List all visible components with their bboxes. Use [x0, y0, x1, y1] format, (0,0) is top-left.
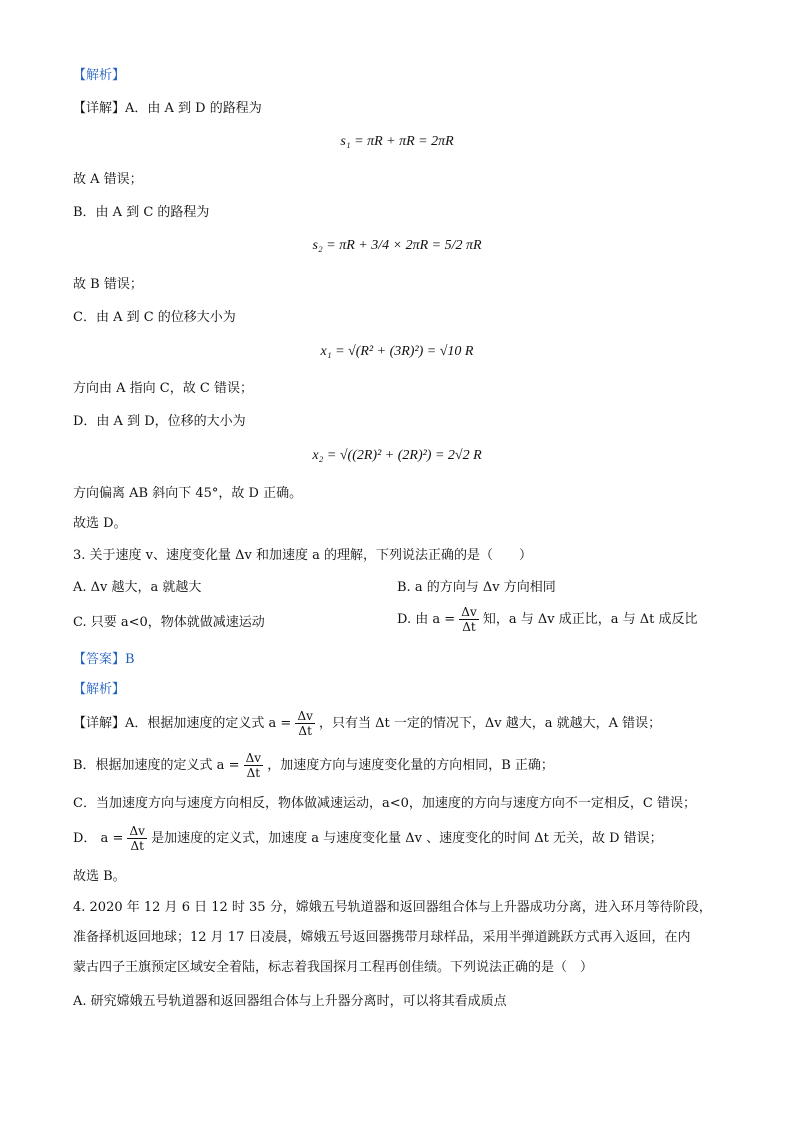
text-line: 故 B 错误； — [73, 277, 143, 292]
detail-c: C．由 A 到 C 的位移大小为 — [73, 310, 236, 325]
option-d-suffix: 知，a 与 Δv 成正比，a 与 Δt 成反比 — [482, 612, 698, 627]
detail-line — [73, 751, 554, 780]
detail-line — [73, 709, 661, 738]
detail-suffix: 是加速度的定义式，加速度 a 与速度变化量 Δv 、速度变化的时间 Δt 无关，故 D 错误； — [151, 831, 663, 846]
option-d-prefix: D. 由 a = — [397, 612, 456, 627]
detail-b: B．由 A 到 C 的路程为 — [73, 205, 210, 220]
option-d — [397, 605, 698, 634]
option-a: A. Δv 越大，a 就越大 — [73, 580, 202, 595]
detail-a: 【详解】A．由 A 到 D 的路程为 — [73, 101, 262, 116]
equation-x1: x₁ = √(R² + (3R)²) = √10 R — [320, 344, 474, 359]
detail-suffix: ，只有当 Δt 一定的情况下，Δv 越大，a 就越大，A 错误； — [319, 716, 662, 731]
detail-prefix: B．根据加速度的定义式 a = — [73, 758, 240, 773]
fraction: $\frac{\Delta v}{\Delta t}$ — [245, 751, 262, 780]
detail-prefix: D． a = — [73, 831, 124, 846]
option-b: B. a 的方向与 Δv 方向相同 — [397, 580, 556, 595]
detail-prefix: 【详解】A．根据加速度的定义式 a = — [73, 716, 292, 731]
text-line: 方向由 A 指向 C，故 C 错误； — [73, 381, 253, 396]
text-line: 故选 B。 — [73, 869, 126, 884]
text-line: 方向偏离 AB 斜向下 45°，故 D 正确。 — [73, 486, 303, 501]
fraction: $\frac{\Delta v}{\Delta t}$ — [129, 824, 145, 853]
equation-s2: s₂ = πR + 3/4 × 2πR = 5/2 πR — [312, 238, 482, 253]
fraction: $\frac{\Delta v}{\Delta t}$ — [297, 709, 313, 738]
detail-line — [73, 824, 663, 853]
detail-line: C．当加速度方向与速度方向相反，物体做减速运动，a<0，加速度的方向与速度方向不一定相反，C 错误； — [73, 796, 696, 811]
text-line: 故 A 错误； — [73, 172, 143, 187]
fraction: $\frac{\Delta v}{\Delta t}$ — [461, 605, 477, 634]
analysis-label: 【解析】 — [73, 682, 126, 697]
question-4: 蒙古四子王旗预定区域安全着陆，标志着我国探月工程再创佳绩。下列说法正确的是（ ） — [73, 960, 594, 975]
text-line: 故选 D。 — [73, 516, 127, 531]
option-c: C. 只要 a<0，物体就做减速运动 — [73, 615, 265, 630]
equation-x2: x₂ = √((2R)² + (2R)²) = 2√2 R — [312, 448, 482, 463]
analysis-label: 【解析】 — [73, 68, 126, 83]
equation-s1: s₁ = πR + πR = 2πR — [340, 134, 454, 149]
question-4: 4. 2020 年 12 月 6 日 12 时 35 分，嫦娥五号轨道器和返回器组合体与上升器成功分离，进入环月等待阶段， — [73, 900, 712, 915]
option-a: A. 研究嫦娥五号轨道器和返回器组合体与上升器分离时，可以将其看成质点 — [73, 994, 507, 1009]
detail-suffix: ，加速度方向与速度变化量的方向相同，B 正确； — [267, 758, 554, 773]
detail-d: D．由 A 到 D，位移的大小为 — [73, 414, 246, 429]
question-4: 准备择机返回地球；12 月 17 日凌晨，嫦娥五号返回器携带月球样品，采用半弹道跳跃方式再入返回，在内 — [73, 930, 691, 945]
answer-label: 【答案】B — [73, 652, 135, 667]
question-3: 3. 关于速度 v、速度变化量 Δv 和加速度 a 的理解，下列说法正确的是（ ） — [73, 548, 533, 563]
